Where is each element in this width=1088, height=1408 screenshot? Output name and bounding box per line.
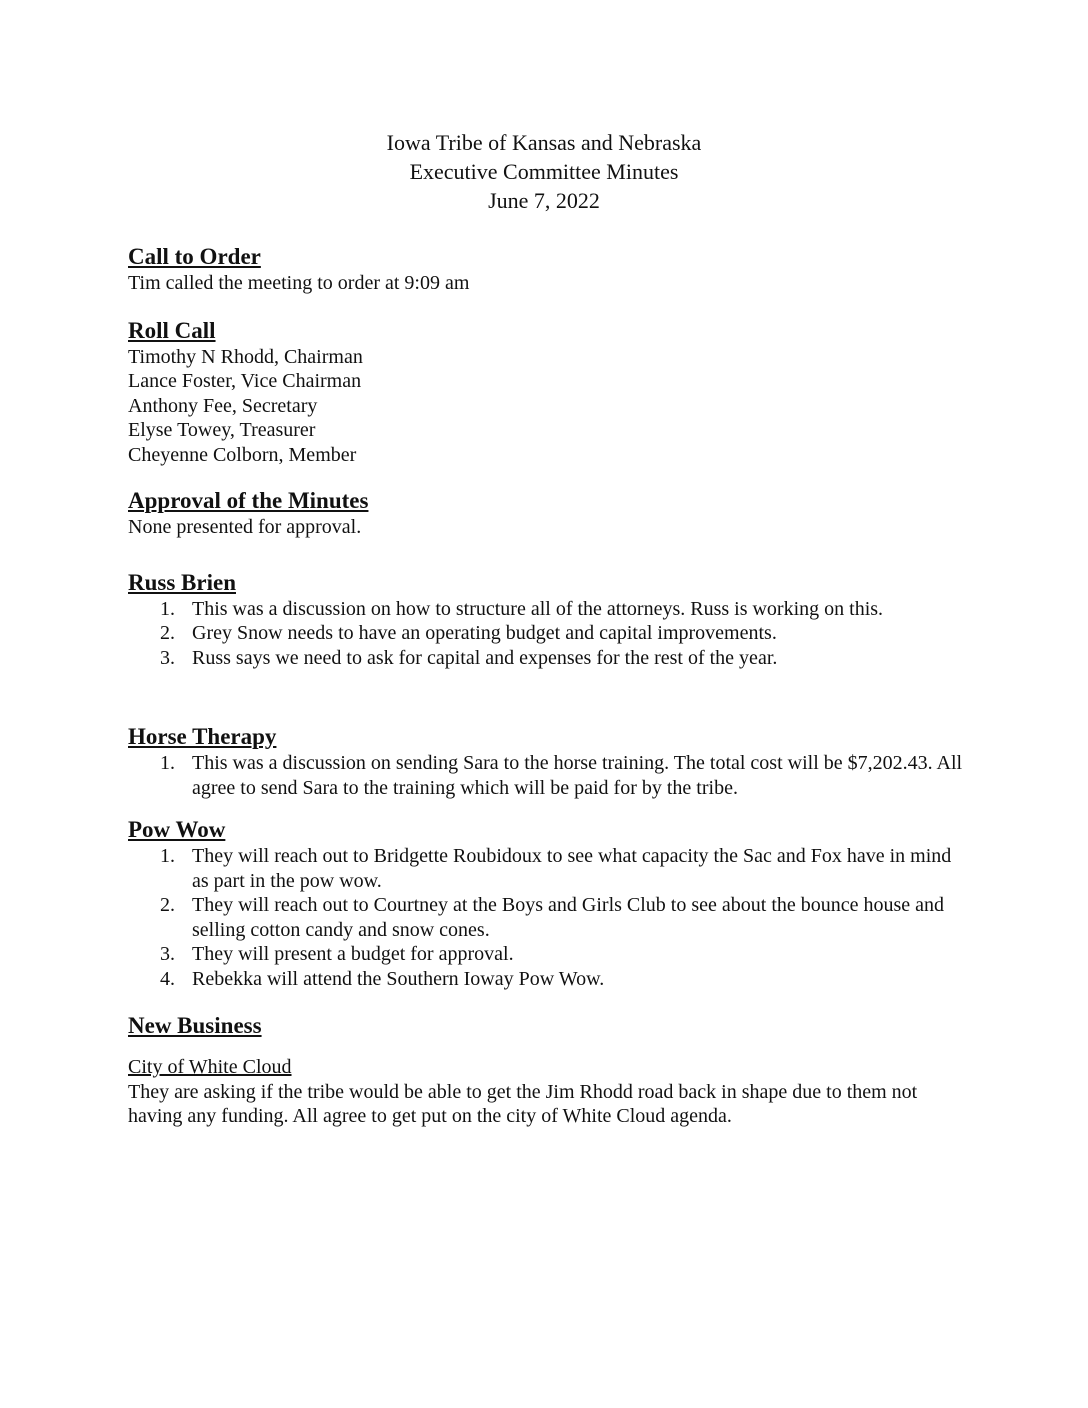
list-item-number: 1. (160, 752, 175, 774)
list-item-text: This was a discussion on how to structure all of the attorneys. Russ is working on this. (192, 597, 884, 620)
section-pow-wow (128, 815, 968, 991)
minutes-body (128, 242, 968, 1129)
roll-call-member: Timothy N Rhodd, Chairman (128, 345, 363, 368)
new-business-heading: New Business (128, 1013, 262, 1038)
roll-call-heading: Roll Call (128, 317, 216, 343)
document-title-block (0, 128, 1088, 215)
list-item-text: Grey Snow needs to have an operating budget and capital improvements. (192, 622, 777, 644)
roll-call-member: Elyse Towey, Treasurer (128, 419, 316, 441)
approval-heading: Approval of the Minutes (128, 488, 369, 513)
call-to-order-heading: Call to Order (128, 244, 261, 269)
roll-call-member: Cheyenne Colborn, Member (128, 443, 357, 466)
section-roll-call (128, 316, 968, 468)
list-item (128, 967, 968, 992)
section-russ-brien (128, 568, 968, 671)
section-new-business (128, 1011, 968, 1129)
roll-call-member: Lance Foster, Vice Chairman (128, 370, 362, 392)
russ-brien-list (128, 597, 968, 671)
list-item-number: 1. (160, 845, 175, 867)
list-item-text: They will present a budget for approval. (192, 943, 514, 965)
section-approval-of-minutes (128, 486, 968, 540)
horse-therapy-heading: Horse Therapy (128, 724, 277, 749)
new-business-subheading: City of White Cloud (128, 1056, 292, 1078)
title-committee: Executive Committee Minutes (409, 159, 679, 184)
list-item-number: 2. (160, 622, 175, 644)
title-date: June 7, 2022 (488, 188, 600, 213)
pow-wow-heading: Pow Wow (128, 817, 226, 842)
list-item (128, 942, 968, 967)
title-organization: Iowa Tribe of Kansas and Nebraska (386, 130, 702, 155)
list-item (128, 844, 968, 893)
roll-call-member: Anthony Fee, Secretary (128, 394, 318, 417)
new-business-text: They are asking if the tribe would be able to get the Jim Rhodd road back in shape due to them not having any funding. All agree to get put on the city of White Cloud agenda. (128, 1080, 918, 1127)
list-item-number: 1. (160, 597, 175, 620)
list-item (128, 751, 968, 800)
list-item-number: 4. (160, 967, 175, 990)
call-to-order-text: Tim called the meeting to order at 9:09 am (128, 272, 470, 294)
list-item-number: 3. (160, 646, 175, 669)
list-item-text: Rebekka will attend the Southern Ioway Pow Wow. (192, 967, 605, 990)
list-item (128, 646, 968, 671)
list-item (128, 597, 968, 622)
pow-wow-list (128, 844, 968, 991)
section-horse-therapy (128, 722, 968, 800)
list-item (128, 621, 968, 646)
list-item-text: They will reach out to Courtney at the Boys and Girls Club to see about the bounce house and selling cotton candy and snow cones. (192, 894, 945, 941)
list-item-text: They will reach out to Bridgette Roubidoux to see what capacity the Sac and Fox have in mind as part in the pow wow. (192, 845, 952, 892)
approval-text: None presented for approval. (128, 516, 362, 538)
list-item-number: 3. (160, 943, 175, 965)
section-call-to-order (128, 242, 968, 296)
list-item-text: Russ says we need to ask for capital and expenses for the rest of the year. (192, 646, 778, 669)
list-item-number: 2. (160, 894, 175, 916)
list-item (128, 893, 968, 942)
horse-therapy-list (128, 751, 968, 800)
list-item-text: This was a discussion on sending Sara to the horse training. The total cost will be $7,202.43. All agree to send Sara to the training which will be paid for by the tribe. (192, 752, 963, 799)
russ-brien-heading: Russ Brien (128, 569, 236, 595)
